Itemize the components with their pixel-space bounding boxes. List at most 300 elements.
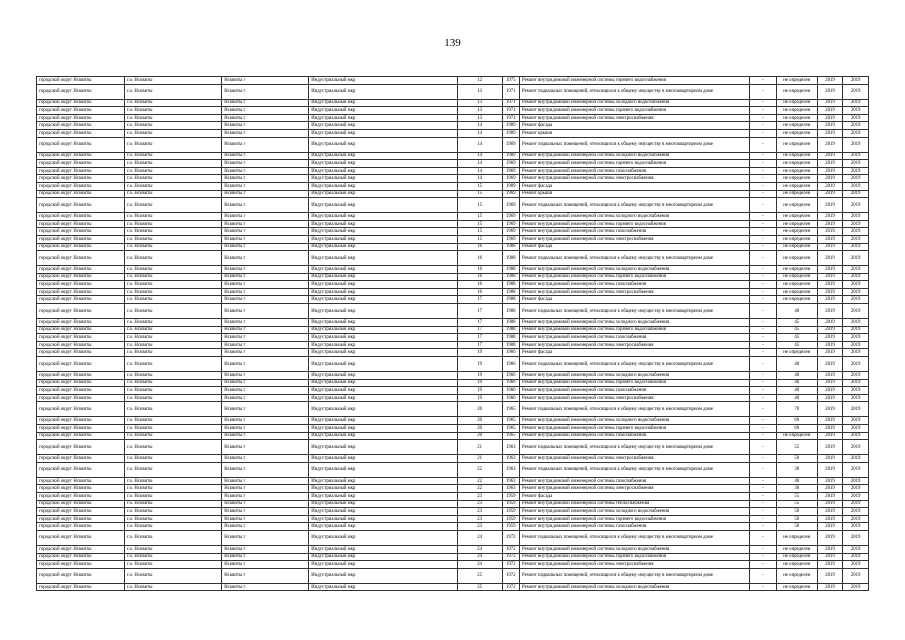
- table-row: [37, 296, 869, 304]
- locality-cell: Нсквиты г: [222, 334, 309, 342]
- table-row: [37, 281, 869, 289]
- municipality-cell: городской округ Нсквиты: [37, 220, 125, 228]
- municipality-cell: городской округ Нсквиты: [37, 288, 125, 296]
- house-number-cell: 24: [457, 545, 502, 553]
- end-year-cell: 2019: [843, 167, 869, 175]
- locality-cell: Нсквиты г: [222, 553, 309, 561]
- locality-cell: Нсквиты г: [222, 251, 309, 266]
- table-row: [37, 129, 869, 137]
- start-year-cell: 2019: [817, 568, 843, 583]
- build-year-cell: 1988: [502, 273, 519, 281]
- end-year-cell: 2019: [843, 251, 869, 266]
- quantity-cell: -: [750, 228, 777, 236]
- end-year-cell: 2019: [843, 84, 869, 99]
- table-body: [37, 77, 869, 591]
- locality-cell: Нсквиты г: [222, 545, 309, 553]
- end-year-cell: 2019: [843, 440, 869, 455]
- start-year-cell: 2019: [817, 228, 843, 236]
- build-year-cell: 1959: [502, 492, 519, 500]
- quantity-cell: -: [750, 137, 777, 152]
- start-year-cell: 2019: [817, 349, 843, 357]
- build-year-cell: 1989: [502, 122, 519, 130]
- end-year-cell: 2019: [843, 349, 869, 357]
- street-cell: Индустриальный мкр: [309, 508, 457, 516]
- work-type-cell: Ремонт фасада: [519, 349, 749, 357]
- quantity-cell: -: [750, 402, 777, 417]
- cost-cell: не определен: [776, 213, 817, 221]
- start-year-cell: 2019: [817, 273, 843, 281]
- end-year-cell: 2019: [843, 455, 869, 463]
- work-type-cell: Ремонт фасада: [519, 182, 749, 190]
- start-year-cell: 2019: [817, 523, 843, 531]
- table-row: [37, 167, 869, 175]
- table-row: [37, 243, 869, 251]
- quantity-cell: -: [750, 84, 777, 99]
- table-row: [37, 372, 869, 380]
- street-cell: Индустриальный мкр: [309, 304, 457, 319]
- settlement-cell: г.о. Нсквиты: [125, 84, 222, 99]
- build-year-cell: 1966: [502, 379, 519, 387]
- end-year-cell: 2019: [843, 341, 869, 349]
- start-year-cell: 2019: [817, 379, 843, 387]
- quantity-cell: -: [750, 349, 777, 357]
- locality-cell: Нсквиты г: [222, 477, 309, 485]
- build-year-cell: 1966: [502, 387, 519, 395]
- locality-cell: Нсквиты г: [222, 84, 309, 99]
- build-year-cell: 1988: [502, 304, 519, 319]
- street-cell: Индустриальный мкр: [309, 296, 457, 304]
- start-year-cell: 2019: [817, 462, 843, 477]
- municipality-cell: городской округ Нсквиты: [37, 77, 125, 85]
- cost-cell: 40: [776, 372, 817, 380]
- quantity-cell: -: [750, 77, 777, 85]
- end-year-cell: 2019: [843, 235, 869, 243]
- end-year-cell: 2019: [843, 213, 869, 221]
- work-type-cell: Ремонт подвальных помещений, относящихся к общему имуществу в многоквартирном доме: [519, 84, 749, 99]
- cost-cell: не определен: [776, 235, 817, 243]
- work-type-cell: Ремонт внутридомовой инженерной системы газоснабжения: [519, 281, 749, 289]
- locality-cell: Нсквиты г: [222, 402, 309, 417]
- table-row: [37, 251, 869, 266]
- quantity-cell: -: [750, 107, 777, 115]
- build-year-cell: 1969: [502, 190, 519, 198]
- table-row: [37, 288, 869, 296]
- cost-cell: не определен: [776, 107, 817, 115]
- house-number-cell: 19: [457, 379, 502, 387]
- settlement-cell: г.о. Нсквиты: [125, 243, 222, 251]
- municipality-cell: городской округ Нсквиты: [37, 523, 125, 531]
- house-number-cell: 23: [457, 515, 502, 523]
- build-year-cell: 1972: [502, 561, 519, 569]
- cost-cell: не определен: [776, 583, 817, 591]
- street-cell: Индустриальный мкр: [309, 273, 457, 281]
- house-number-cell: 15: [457, 235, 502, 243]
- start-year-cell: 2019: [817, 182, 843, 190]
- build-year-cell: 1972: [502, 568, 519, 583]
- house-number-cell: 23: [457, 492, 502, 500]
- build-year-cell: 1966: [502, 357, 519, 372]
- locality-cell: Нсквиты г: [222, 500, 309, 508]
- table-row: [37, 334, 869, 342]
- locality-cell: Нсквиты г: [222, 515, 309, 523]
- municipality-cell: городской округ Нсквиты: [37, 213, 125, 221]
- settlement-cell: г.о. Нсквиты: [125, 394, 222, 402]
- locality-cell: Нсквиты г: [222, 583, 309, 591]
- municipality-cell: городской округ Нсквиты: [37, 281, 125, 289]
- settlement-cell: г.о. Нсквиты: [125, 417, 222, 425]
- street-cell: Индустриальный мкр: [309, 379, 457, 387]
- end-year-cell: 2019: [843, 77, 869, 85]
- street-cell: Индустриальный мкр: [309, 492, 457, 500]
- quantity-cell: -: [750, 114, 777, 122]
- municipality-cell: городской округ Нсквиты: [37, 432, 125, 440]
- municipality-cell: городской округ Нсквиты: [37, 455, 125, 463]
- house-number-cell: 17: [457, 334, 502, 342]
- cost-cell: не определен: [776, 281, 817, 289]
- settlement-cell: г.о. Нсквиты: [125, 432, 222, 440]
- start-year-cell: 2019: [817, 492, 843, 500]
- street-cell: Индустриальный мкр: [309, 84, 457, 99]
- municipality-cell: городской округ Нсквиты: [37, 326, 125, 334]
- table-row: [37, 341, 869, 349]
- settlement-cell: г.о. Нсквиты: [125, 296, 222, 304]
- street-cell: Индустриальный мкр: [309, 462, 457, 477]
- street-cell: Индустриальный мкр: [309, 561, 457, 569]
- quantity-cell: -: [750, 583, 777, 591]
- cost-cell: не определен: [776, 266, 817, 274]
- end-year-cell: 2019: [843, 379, 869, 387]
- start-year-cell: 2019: [817, 545, 843, 553]
- municipality-cell: городской округ Нсквиты: [37, 198, 125, 213]
- end-year-cell: 2019: [843, 515, 869, 523]
- quantity-cell: -: [750, 175, 777, 183]
- end-year-cell: 2019: [843, 152, 869, 160]
- table-row: [37, 417, 869, 425]
- street-cell: Индустриальный мкр: [309, 198, 457, 213]
- quantity-cell: -: [750, 394, 777, 402]
- street-cell: Индустриальный мкр: [309, 281, 457, 289]
- house-number-cell: 20: [457, 425, 502, 433]
- locality-cell: Нсквиты г: [222, 220, 309, 228]
- house-number-cell: 19: [457, 357, 502, 372]
- cost-cell: 45: [776, 341, 817, 349]
- start-year-cell: 2019: [817, 500, 843, 508]
- house-number-cell: 16: [457, 251, 502, 266]
- work-type-cell: Ремонт внутридомовой инженерной системы холодного водоснабжения: [519, 266, 749, 274]
- street-cell: Индустриальный мкр: [309, 500, 457, 508]
- street-cell: Индустриальный мкр: [309, 432, 457, 440]
- settlement-cell: г.о. Нсквиты: [125, 477, 222, 485]
- street-cell: Индустриальный мкр: [309, 77, 457, 85]
- locality-cell: Нсквиты г: [222, 198, 309, 213]
- house-number-cell: 25: [457, 583, 502, 591]
- municipality-cell: городской округ Нсквиты: [37, 379, 125, 387]
- end-year-cell: 2019: [843, 137, 869, 152]
- build-year-cell: 1988: [502, 266, 519, 274]
- municipality-cell: городской округ Нсквиты: [37, 175, 125, 183]
- table-row: [37, 220, 869, 228]
- street-cell: Индустриальный мкр: [309, 160, 457, 168]
- quantity-cell: -: [750, 326, 777, 334]
- quantity-cell: -: [750, 561, 777, 569]
- cost-cell: 40: [776, 387, 817, 395]
- municipality-cell: городской округ Нсквиты: [37, 319, 125, 327]
- house-number-cell: 21: [457, 455, 502, 463]
- locality-cell: Нсквиты г: [222, 485, 309, 493]
- settlement-cell: г.о. Нсквиты: [125, 379, 222, 387]
- start-year-cell: 2019: [817, 341, 843, 349]
- municipality-cell: городской округ Нсквиты: [37, 568, 125, 583]
- settlement-cell: г.о. Нсквиты: [125, 462, 222, 477]
- build-year-cell: 1972: [502, 530, 519, 545]
- street-cell: Индустриальный мкр: [309, 167, 457, 175]
- start-year-cell: 2019: [817, 326, 843, 334]
- quantity-cell: -: [750, 568, 777, 583]
- end-year-cell: 2019: [843, 129, 869, 137]
- house-number-cell: 13: [457, 99, 502, 107]
- cost-cell: не определен: [776, 545, 817, 553]
- build-year-cell: 1969: [502, 198, 519, 213]
- table-row: [37, 198, 869, 213]
- municipality-cell: городской округ Нсквиты: [37, 334, 125, 342]
- end-year-cell: 2019: [843, 190, 869, 198]
- end-year-cell: 2019: [843, 99, 869, 107]
- municipality-cell: городской округ Нсквиты: [37, 372, 125, 380]
- municipality-cell: городской округ Нсквиты: [37, 296, 125, 304]
- quantity-cell: -: [750, 425, 777, 433]
- quantity-cell: -: [750, 296, 777, 304]
- cost-cell: не определен: [776, 243, 817, 251]
- house-number-cell: 19: [457, 394, 502, 402]
- municipality-cell: городской округ Нсквиты: [37, 545, 125, 553]
- house-number-cell: 24: [457, 561, 502, 569]
- cost-cell: не определен: [776, 553, 817, 561]
- cost-cell: 30: [776, 485, 817, 493]
- start-year-cell: 2019: [817, 77, 843, 85]
- cost-cell: не определен: [776, 137, 817, 152]
- quantity-cell: -: [750, 266, 777, 274]
- municipality-cell: городской округ Нсквиты: [37, 228, 125, 236]
- house-number-cell: 17: [457, 326, 502, 334]
- quantity-cell: -: [750, 523, 777, 531]
- quantity-cell: -: [750, 440, 777, 455]
- locality-cell: Нсквиты г: [222, 288, 309, 296]
- cost-cell: 40: [776, 357, 817, 372]
- municipality-cell: городской округ Нсквиты: [37, 530, 125, 545]
- street-cell: Индустриальный мкр: [309, 266, 457, 274]
- work-type-cell: Ремонт фасада: [519, 296, 749, 304]
- build-year-cell: 1959: [502, 500, 519, 508]
- build-year-cell: 1965: [502, 432, 519, 440]
- start-year-cell: 2019: [817, 387, 843, 395]
- end-year-cell: 2019: [843, 107, 869, 115]
- table-row: [37, 357, 869, 372]
- build-year-cell: 1971: [502, 107, 519, 115]
- work-type-cell: Ремонт внутридомовой инженерной системы газоснабжения: [519, 167, 749, 175]
- start-year-cell: 2019: [817, 175, 843, 183]
- start-year-cell: 2019: [817, 137, 843, 152]
- settlement-cell: г.о. Нсквиты: [125, 515, 222, 523]
- settlement-cell: г.о. Нсквиты: [125, 334, 222, 342]
- municipality-cell: городской округ Нсквиты: [37, 425, 125, 433]
- locality-cell: Нсквиты г: [222, 432, 309, 440]
- municipality-cell: городской округ Нсквиты: [37, 440, 125, 455]
- work-type-cell: Ремонт внутридомовой инженерной системы газоснабжения: [519, 334, 749, 342]
- house-number-cell: 15: [457, 220, 502, 228]
- work-type-cell: Ремонт внутридомовой инженерной системы горячего водоснабжения: [519, 107, 749, 115]
- quantity-cell: -: [750, 152, 777, 160]
- quantity-cell: -: [750, 129, 777, 137]
- settlement-cell: г.о. Нсквиты: [125, 152, 222, 160]
- locality-cell: Нсквиты г: [222, 387, 309, 395]
- cost-cell: не определен: [776, 296, 817, 304]
- end-year-cell: 2019: [843, 394, 869, 402]
- build-year-cell: 1988: [502, 326, 519, 334]
- locality-cell: Нсквиты г: [222, 122, 309, 130]
- work-type-cell: Ремонт внутридомовой инженерной системы холодного водоснабжения: [519, 417, 749, 425]
- quantity-cell: -: [750, 462, 777, 477]
- locality-cell: Нсквиты г: [222, 152, 309, 160]
- house-number-cell: 14: [457, 160, 502, 168]
- start-year-cell: 2019: [817, 553, 843, 561]
- locality-cell: Нсквиты г: [222, 462, 309, 477]
- build-year-cell: 1965: [502, 425, 519, 433]
- settlement-cell: г.о. Нсквиты: [125, 114, 222, 122]
- house-number-cell: 17: [457, 341, 502, 349]
- start-year-cell: 2019: [817, 288, 843, 296]
- quantity-cell: -: [750, 213, 777, 221]
- build-year-cell: 1966: [502, 372, 519, 380]
- locality-cell: Нсквиты г: [222, 77, 309, 85]
- end-year-cell: 2019: [843, 545, 869, 553]
- house-number-cell: 20: [457, 417, 502, 425]
- start-year-cell: 2019: [817, 455, 843, 463]
- settlement-cell: г.о. Нсквиты: [125, 99, 222, 107]
- work-type-cell: Ремонт внутридомовой инженерной системы газоснабжения: [519, 523, 749, 531]
- locality-cell: Нсквиты г: [222, 281, 309, 289]
- street-cell: Индустриальный мкр: [309, 288, 457, 296]
- work-type-cell: Ремонт внутридомовой инженерной системы горячего водоснабжения: [519, 220, 749, 228]
- table-row: [37, 492, 869, 500]
- locality-cell: Нсквиты г: [222, 326, 309, 334]
- house-number-cell: 15: [457, 190, 502, 198]
- table-row: [37, 394, 869, 402]
- start-year-cell: 2019: [817, 99, 843, 107]
- start-year-cell: 2019: [817, 394, 843, 402]
- cost-cell: не определен: [776, 568, 817, 583]
- quantity-cell: -: [750, 357, 777, 372]
- end-year-cell: 2019: [843, 326, 869, 334]
- street-cell: Индустриальный мкр: [309, 417, 457, 425]
- settlement-cell: г.о. Нсквиты: [125, 425, 222, 433]
- end-year-cell: 2019: [843, 182, 869, 190]
- settlement-cell: г.о. Нсквиты: [125, 182, 222, 190]
- work-type-cell: Ремонт внутридомовой инженерной системы горячего водоснабжения: [519, 326, 749, 334]
- settlement-cell: г.о. Нсквиты: [125, 167, 222, 175]
- cost-cell: не определен: [776, 530, 817, 545]
- table-row: [37, 432, 869, 440]
- end-year-cell: 2019: [843, 160, 869, 168]
- start-year-cell: 2019: [817, 508, 843, 516]
- locality-cell: Нсквиты г: [222, 357, 309, 372]
- quantity-cell: -: [750, 455, 777, 463]
- street-cell: Индустриальный мкр: [309, 235, 457, 243]
- locality-cell: Нсквиты г: [222, 175, 309, 183]
- municipality-cell: городской округ Нсквиты: [37, 137, 125, 152]
- house-number-cell: 22: [457, 462, 502, 477]
- street-cell: Индустриальный мкр: [309, 349, 457, 357]
- house-number-cell: 19: [457, 349, 502, 357]
- quantity-cell: -: [750, 545, 777, 553]
- build-year-cell: 1969: [502, 213, 519, 221]
- street-cell: Индустриальный мкр: [309, 122, 457, 130]
- municipality-cell: городской округ Нсквиты: [37, 402, 125, 417]
- settlement-cell: г.о. Нсквиты: [125, 319, 222, 327]
- end-year-cell: 2019: [843, 334, 869, 342]
- table-row: [37, 379, 869, 387]
- municipality-cell: городской округ Нсквиты: [37, 508, 125, 516]
- cost-cell: 40: [776, 304, 817, 319]
- house-number-cell: 14: [457, 167, 502, 175]
- build-year-cell: 1988: [502, 296, 519, 304]
- street-cell: Индустриальный мкр: [309, 530, 457, 545]
- cost-cell: не определен: [776, 167, 817, 175]
- locality-cell: Нсквиты г: [222, 235, 309, 243]
- build-year-cell: 1969: [502, 220, 519, 228]
- table-row: [37, 228, 869, 236]
- street-cell: Индустриальный мкр: [309, 485, 457, 493]
- settlement-cell: г.о. Нсквиты: [125, 220, 222, 228]
- build-year-cell: 1972: [502, 553, 519, 561]
- work-type-cell: Ремонт внутридомовой инженерной системы холодного водоснабжения: [519, 372, 749, 380]
- municipality-cell: городской округ Нсквиты: [37, 553, 125, 561]
- municipality-cell: городской округ Нсквиты: [37, 357, 125, 372]
- end-year-cell: 2019: [843, 175, 869, 183]
- end-year-cell: 2019: [843, 243, 869, 251]
- house-number-cell: 13: [457, 107, 502, 115]
- municipality-cell: городской округ Нсквиты: [37, 99, 125, 107]
- table-row: [37, 99, 869, 107]
- work-type-cell: Ремонт подвальных помещений, относящихся к общему имуществу в многоквартирном доме: [519, 568, 749, 583]
- build-year-cell: 1975: [502, 77, 519, 85]
- municipality-cell: городской округ Нсквиты: [37, 500, 125, 508]
- work-type-cell: Ремонт фасада: [519, 243, 749, 251]
- table-row: [37, 349, 869, 357]
- locality-cell: Нсквиты г: [222, 372, 309, 380]
- work-type-cell: Ремонт внутридомовой инженерной системы горячего водоснабжения: [519, 515, 749, 523]
- quantity-cell: -: [750, 160, 777, 168]
- cost-cell: 45: [776, 326, 817, 334]
- quantity-cell: -: [750, 553, 777, 561]
- quantity-cell: -: [750, 477, 777, 485]
- settlement-cell: г.о. Нсквиты: [125, 175, 222, 183]
- work-type-cell: Ремонт подвальных помещений, относящихся к общему имуществу в многоквартирном доме: [519, 198, 749, 213]
- table-row: [37, 213, 869, 221]
- street-cell: Индустриальный мкр: [309, 425, 457, 433]
- street-cell: Индустриальный мкр: [309, 129, 457, 137]
- settlement-cell: г.о. Нсквиты: [125, 213, 222, 221]
- work-type-cell: Ремонт подвальных помещений, относящихся к общему имуществу в многоквартирном доме: [519, 137, 749, 152]
- municipality-cell: городской округ Нсквиты: [37, 462, 125, 477]
- build-year-cell: 1988: [502, 281, 519, 289]
- build-year-cell: 1959: [502, 508, 519, 516]
- locality-cell: Нсквиты г: [222, 349, 309, 357]
- start-year-cell: 2019: [817, 281, 843, 289]
- street-cell: Индустриальный мкр: [309, 583, 457, 591]
- locality-cell: Нсквиты г: [222, 561, 309, 569]
- settlement-cell: г.о. Нсквиты: [125, 251, 222, 266]
- cost-cell: не определен: [776, 349, 817, 357]
